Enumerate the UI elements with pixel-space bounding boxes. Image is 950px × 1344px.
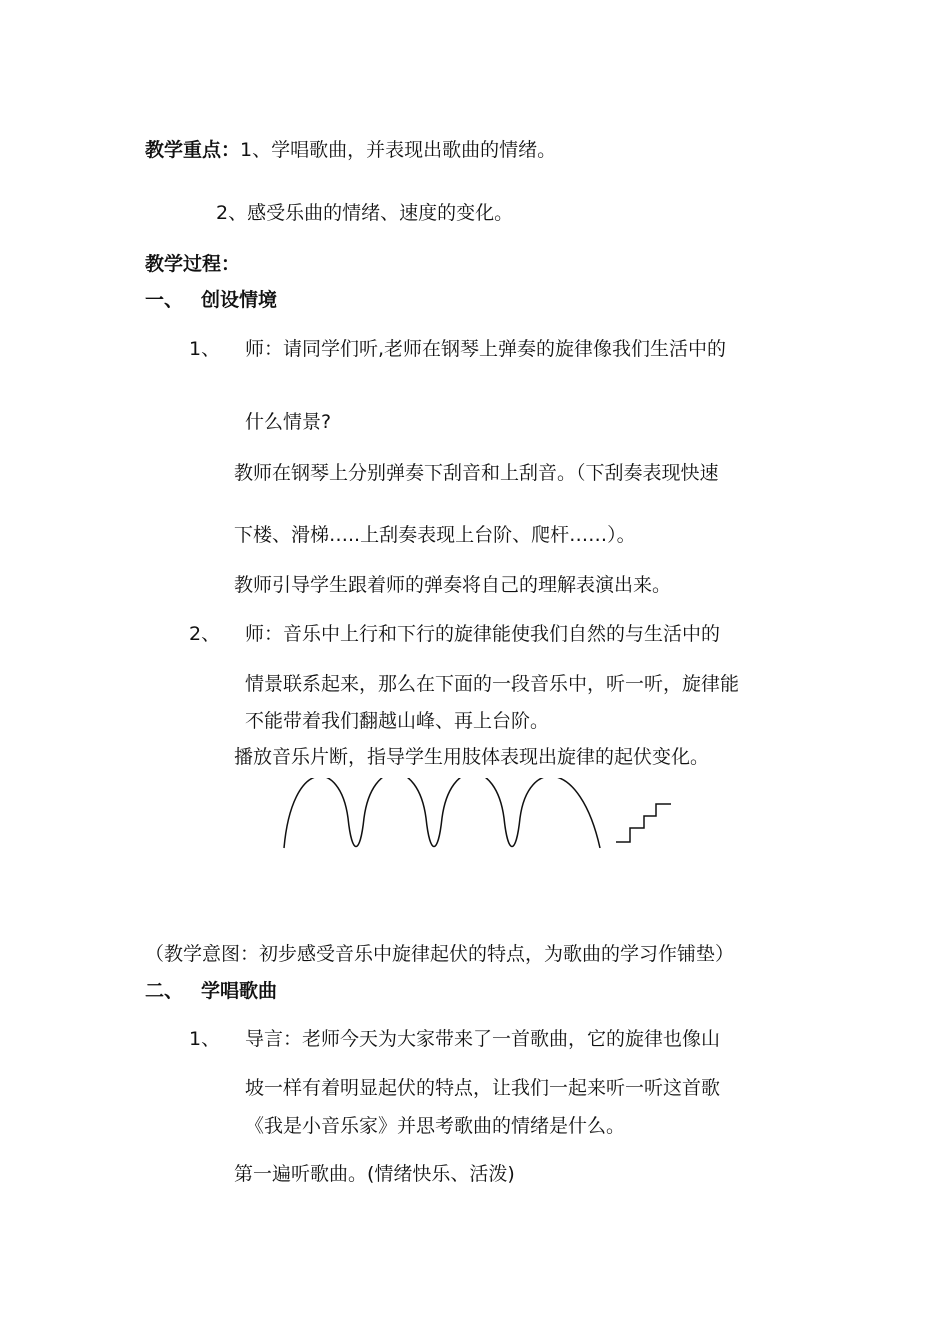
section-1-item-2-para-1: 播放音乐片断，指导学生用肢体表现出旋律的起伏变化。: [234, 746, 710, 768]
stairs-shape: [616, 804, 671, 842]
process-label: 教学过程：: [145, 253, 241, 275]
section-1-item-1-line-1: 师：请同学们听,老师在钢琴上弹奏的旋律像我们生活中的: [245, 338, 727, 360]
section-1-item-1-para-2: 教师引导学生跟着师的弹奏将自己的理解表演出来。: [234, 574, 672, 596]
section-1-item-1-number: 1、: [189, 338, 221, 360]
section-2-item-1-line-3: 《我是小音乐家》并思考歌曲的情绪是什么。: [245, 1115, 626, 1137]
section-2-item-1-line-2: 坡一样有着明显起伏的特点，让我们一起来听一听这首歌: [245, 1077, 721, 1099]
section-2-item-1-line-1: 导言：老师今天为大家带来了一首歌曲，它的旋律也像山: [245, 1028, 721, 1050]
key-points-label: 教学重点：: [145, 139, 241, 161]
section-1-item-2-number: 2、: [189, 623, 221, 645]
section-1-item-2-line-3: 不能带着我们翻越山峰、再上台阶。: [245, 710, 550, 732]
section-1-item-2-line-2: 情景联系起来，那么在下面的一段音乐中，听一听，旋律能: [245, 673, 740, 695]
section-1-item-2-line-1: 师：音乐中上行和下行的旋律能使我们自然的与生活中的: [245, 623, 721, 645]
section-2-number: 二、: [145, 980, 184, 1002]
section-1-number: 一、: [145, 289, 184, 311]
key-point-2: 2、感受乐曲的情绪、速度的变化。: [216, 202, 514, 224]
section-1-item-1-para-1-line-1: 教师在钢琴上分别弹奏下刮音和上刮音。（下刮奏表现快速: [234, 462, 719, 484]
key-points-line-1: [145, 138, 556, 162]
key-point-1: 1、学唱歌曲，并表现出歌曲的情绪。: [240, 139, 557, 161]
melody-contour-figure: [280, 778, 680, 852]
section-2-item-1-para-1: 第一遍听歌曲。(情绪快乐、活泼): [234, 1163, 515, 1185]
melody-waves: [284, 778, 600, 848]
section-2-title: 学唱歌曲: [201, 980, 278, 1002]
section-1-item-1-para-1-line-2: 下楼、滑梯…..上刮奏表现上台阶、爬杆……）。: [234, 524, 636, 546]
section-1-item-1-line-2: 什么情景?: [245, 411, 332, 433]
section-2-item-1-number: 1、: [189, 1028, 221, 1050]
section-1-title: 创设情境: [201, 289, 278, 311]
teaching-intent: （教学意图：初步感受音乐中旋律起伏的特点，为歌曲的学习作铺垫）: [145, 943, 735, 965]
